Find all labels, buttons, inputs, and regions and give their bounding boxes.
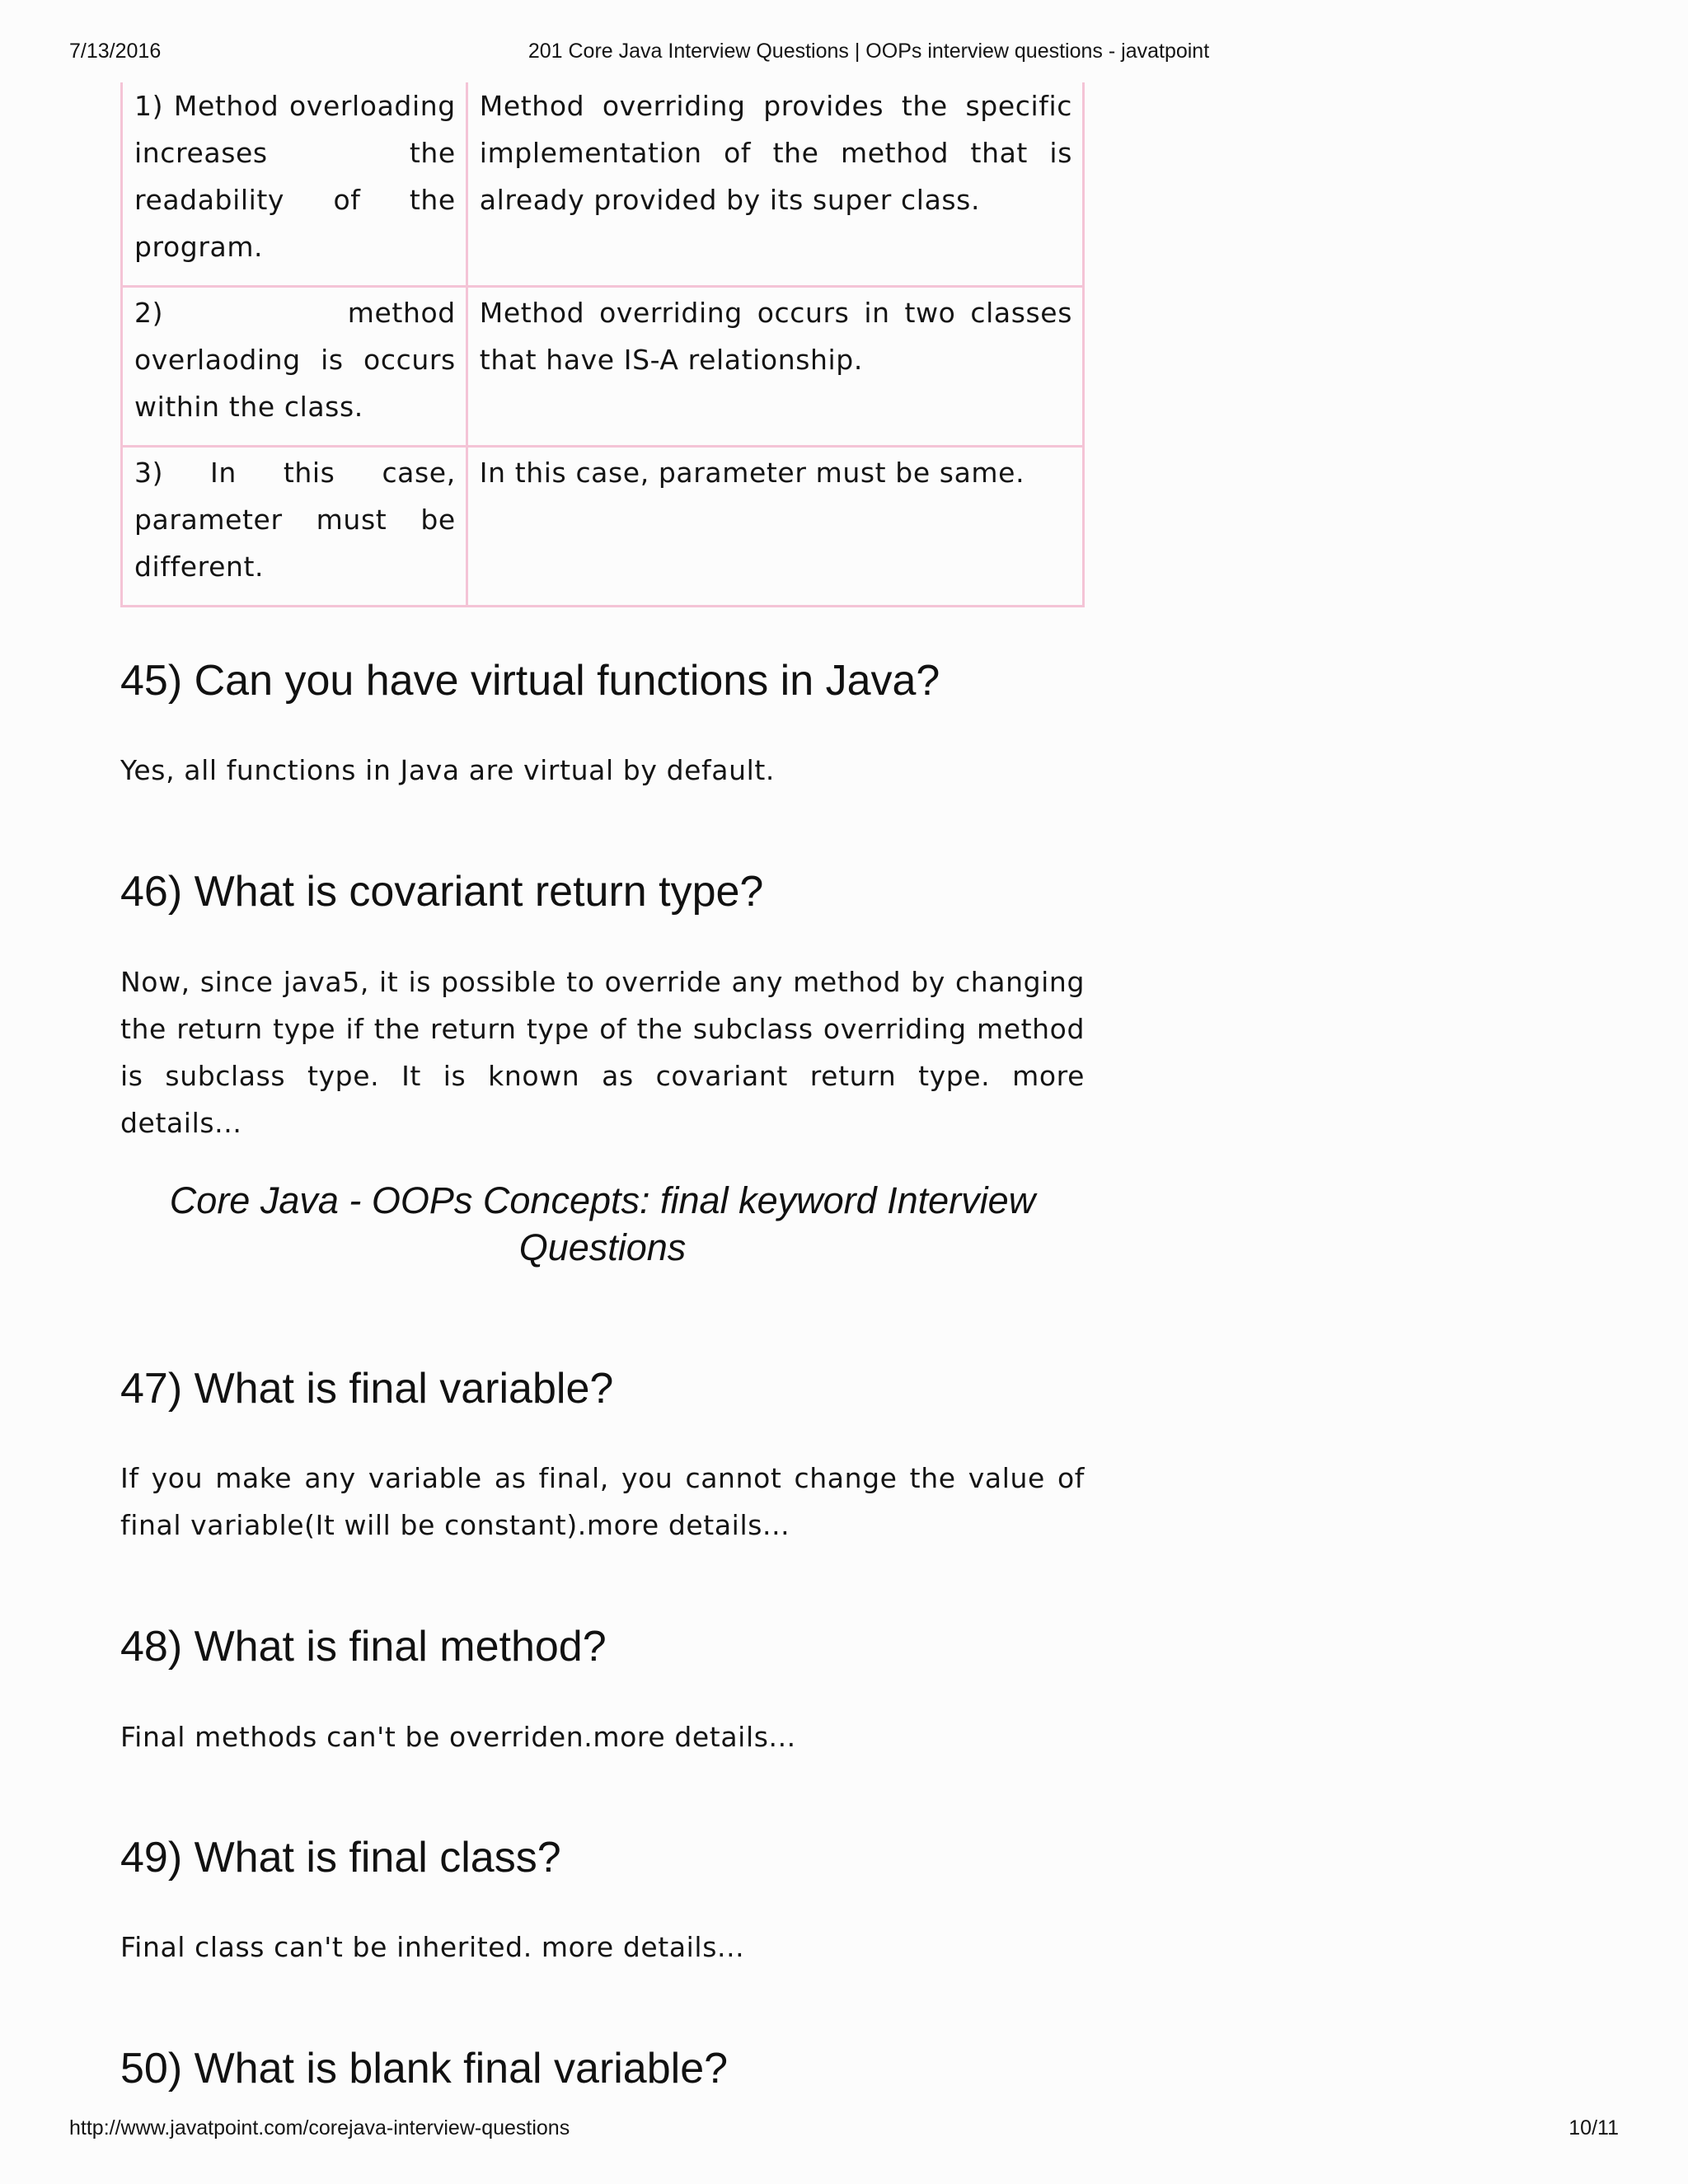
question-45-answer: Yes, all functions in Java are virtual by default.: [120, 754, 775, 786]
table-row: [122, 82, 1084, 287]
print-date: 7/13/2016: [69, 40, 162, 63]
table-cell: 3) In this case, parameter must be different.: [122, 447, 467, 607]
section-title: Core Java - OOPs Concepts: final keyword Interview Questions: [169, 1179, 1036, 1268]
question-50-heading: 50) What is blank final variable?: [120, 2045, 729, 2093]
question-48-answer: Final methods can't be overriden.more details...: [120, 1721, 796, 1753]
table-cell: Method overriding provides the specific implementation of the method that is already provided by its super class.: [467, 82, 1083, 287]
table-cell: Method overriding occurs in two classes that have IS-A relationship.: [467, 287, 1083, 447]
document-title: 201 Core Java Interview Questions | OOPs interview questions - javatpoint: [528, 40, 1210, 63]
question-48-heading: 48) What is final method?: [120, 1623, 607, 1671]
question-49-answer: Final class can't be inherited. more details...: [120, 1931, 745, 1963]
question-46-answer: Now, since java5, it is possible to override any method by changing the return type if the return type of the subclass overriding method is subclass type. It is known as covariant return type. more details...: [120, 966, 1085, 1139]
print-header: [0, 40, 1688, 69]
print-footer: [0, 2116, 1688, 2146]
table-cell: 2) method overlaoding is occurs within the class.: [122, 287, 467, 447]
question-49-heading: 49) What is final class?: [120, 1834, 561, 1882]
page-number: 10/11: [1568, 2116, 1619, 2139]
table-cell: 1) Method overloading increases the readability of the program.: [122, 82, 467, 287]
table-row: [122, 447, 1084, 607]
question-45-heading: 45) Can you have virtual functions in Java?: [120, 657, 940, 705]
table-row: [122, 287, 1084, 447]
table-cell: In this case, parameter must be same.: [467, 447, 1083, 607]
page-url: http://www.javatpoint.com/corejava-interview-questions: [69, 2116, 570, 2139]
question-47-answer: If you make any variable as final, you cannot change the value of final variable(It will be constant).more details...: [120, 1462, 1085, 1541]
question-47-heading: 47) What is final variable?: [120, 1365, 614, 1413]
overloading-vs-overriding-table: [120, 82, 1085, 607]
question-46-heading: 46) What is covariant return type?: [120, 868, 764, 916]
page-content: [120, 82, 1085, 2093]
